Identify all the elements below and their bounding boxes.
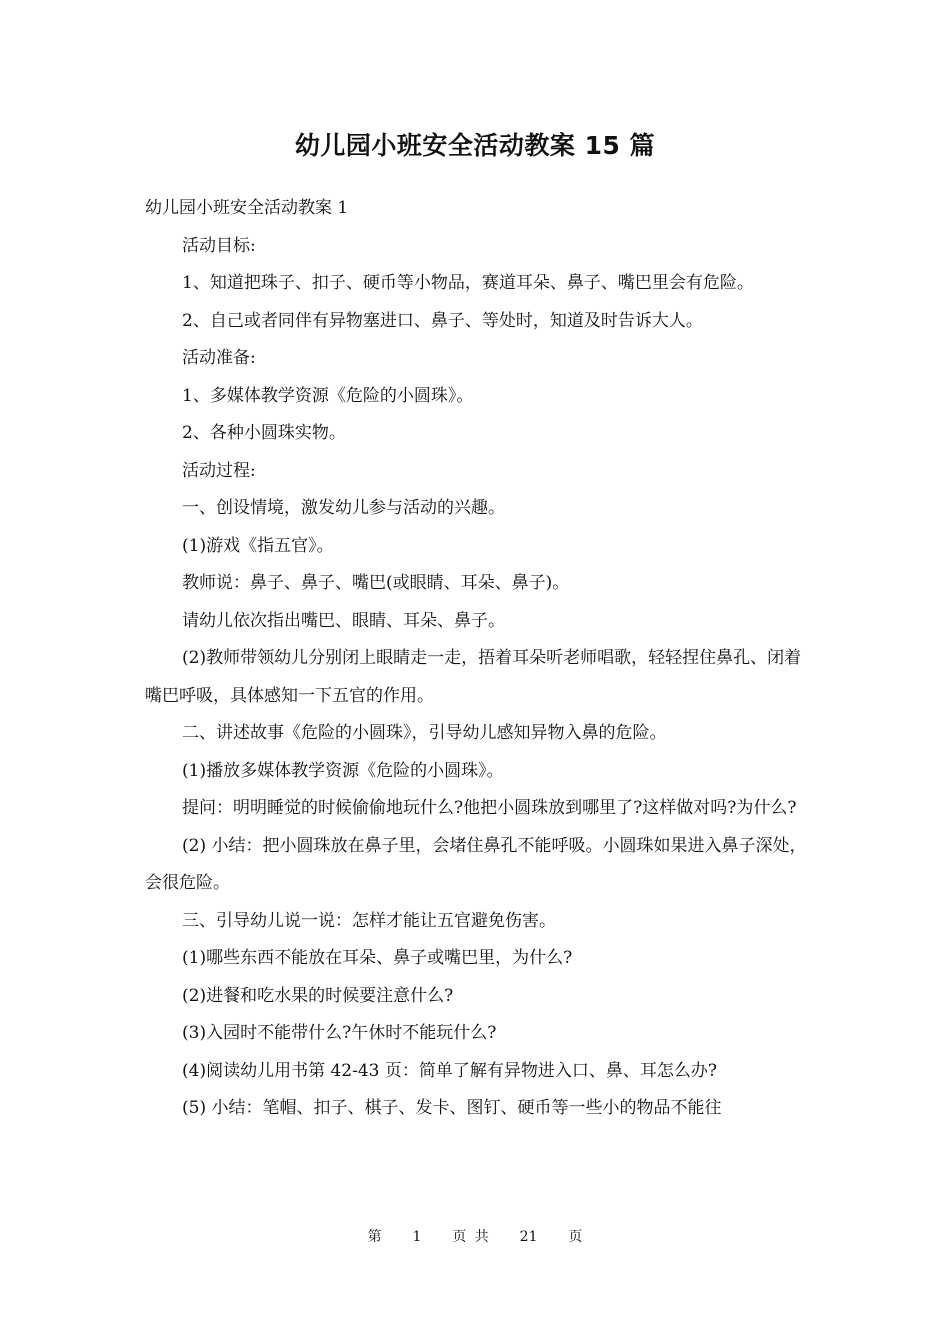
paragraph: 1、多媒体教学资源《危险的小圆珠》。	[182, 385, 474, 406]
paragraph: (5) 小结：笔帽、扣子、棋子、发卡、图钉、硬币等一些小的物品不能往	[182, 1098, 722, 1118]
footer-suffix: 页	[568, 1229, 583, 1245]
paragraph: 活动目标:	[182, 235, 256, 256]
paragraph: (1)哪些东西不能放在耳朵、鼻子或嘴巴里，为什么?	[182, 948, 573, 968]
paragraph: 2、各种小圆珠实物。	[182, 423, 346, 443]
paragraph: (2) 小结：把小圆珠放在鼻子里，会堵住鼻孔不能呼吸。小圆珠如果进入鼻子深处，会很危险。	[145, 835, 807, 893]
paragraph: (4)阅读幼儿用书第 42-43 页：简单了解有异物进入口、鼻、耳怎么办?	[182, 1060, 718, 1081]
paragraph: (1)游戏《指五官》。	[182, 535, 334, 556]
paragraph: (2)教师带领幼儿分别闭上眼睛走一走，捂着耳朵听老师唱歌，轻轻捏住鼻孔、闭着嘴巴呼吸，具体感知一下五官的作用。	[145, 648, 802, 706]
paragraph: 教师说：鼻子、鼻子、嘴巴(或眼睛、耳朵、鼻子)。	[182, 573, 570, 593]
footer-prefix: 第	[367, 1229, 382, 1245]
paragraph: 活动准备:	[182, 348, 256, 368]
page-current: 1	[412, 1229, 422, 1245]
section-heading: 幼儿园小班安全活动教案 1	[145, 198, 349, 218]
paragraph: 活动过程:	[182, 460, 256, 481]
document-body	[145, 190, 810, 1128]
page-total: 21	[519, 1229, 538, 1245]
paragraph: (1)播放多媒体教学资源《危险的小圆珠》。	[182, 760, 504, 781]
paragraph: 1、知道把珠子、扣子、硬币等小物品，赛道耳朵、鼻子、嘴巴里会有危险。	[182, 273, 754, 293]
document-title: 幼儿园小班安全活动教案 15 篇	[294, 131, 656, 160]
paragraph: 二、讲述故事《危险的小圆珠》，引导幼儿感知异物入鼻的危险。	[182, 723, 667, 743]
footer-mid: 页 共	[452, 1229, 489, 1245]
paragraph: 请幼儿依次指出嘴巴、眼睛、耳朵、鼻子。	[182, 610, 505, 631]
page-footer	[0, 1226, 950, 1248]
paragraph: 一、创设情境，激发幼儿参与活动的兴趣。	[182, 498, 505, 518]
paragraph: (2)进餐和吃水果的时候要注意什么?	[182, 985, 454, 1006]
paragraph: 2、自己或者同伴有异物塞进口、鼻子、等处时，知道及时告诉大人。	[182, 310, 703, 331]
paragraph: 三、引导幼儿说一说：怎样才能让五官避免伤害。	[182, 910, 556, 931]
paragraph: 提问：明明睡觉的时候偷偷地玩什么?他把小圆珠放到哪里了?这样做对吗?为什么?	[182, 798, 797, 818]
paragraph: (3)入园时不能带什么?午休时不能玩什么?	[182, 1023, 497, 1043]
